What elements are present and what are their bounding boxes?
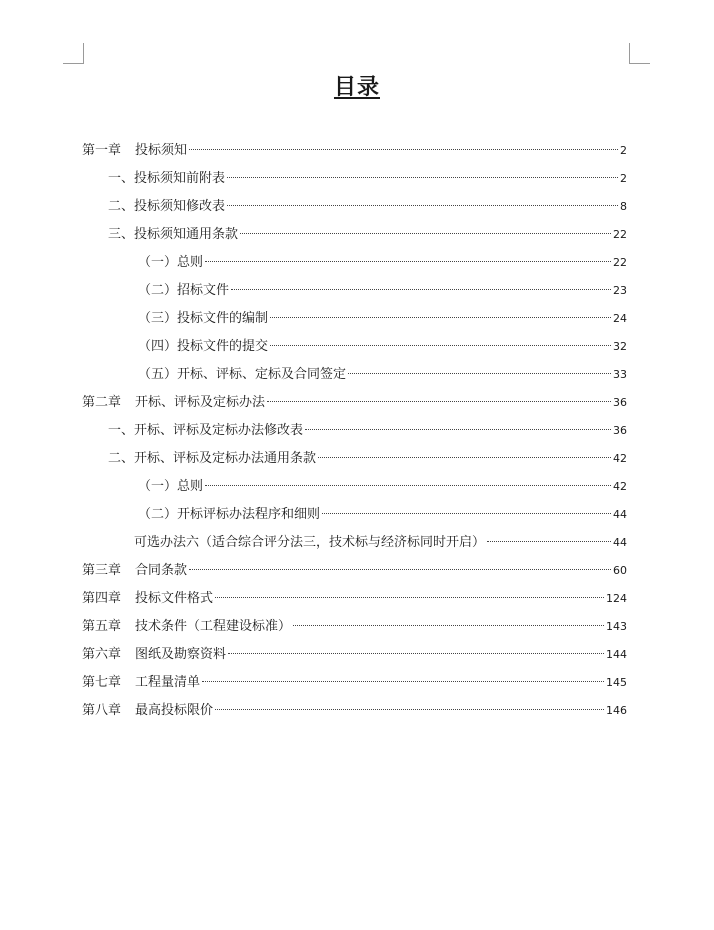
toc-entry-text: （一）总则 [138, 479, 204, 494]
toc-page-number: 32 [613, 340, 627, 353]
toc-entry-label [82, 137, 187, 165]
toc-entry-label [108, 445, 316, 473]
toc-chapter-number: 第六章 [82, 647, 122, 662]
toc-entry[interactable] [82, 165, 627, 193]
toc-chapter-number: 第七章 [82, 675, 122, 690]
toc-entry-text: 投标须知 [135, 143, 188, 158]
toc-dot-leader [322, 513, 611, 514]
toc-dot-leader [202, 681, 604, 682]
toc-page-number: 36 [613, 424, 627, 437]
toc-heading-text: 目录 [333, 75, 380, 100]
table-of-contents [82, 137, 627, 725]
toc-chapter-number: 第三章 [82, 563, 122, 578]
toc-page-number: 2 [620, 144, 627, 157]
toc-entry-text: 二、开标、评标及定标办法通用条款 [108, 451, 317, 466]
toc-entry[interactable] [82, 557, 627, 585]
toc-dot-leader [215, 597, 604, 598]
toc-entry-text: 可选办法六（适合综合评分法三，技术标与经济标同时开启） [134, 535, 486, 550]
toc-entry-label [108, 221, 238, 249]
toc-entry-label [82, 557, 187, 585]
toc-page-number: 42 [613, 480, 627, 493]
toc-page-number: 23 [613, 284, 627, 297]
toc-entry-label [108, 193, 225, 221]
toc-entry-label [82, 389, 265, 417]
toc-dot-leader [348, 373, 611, 374]
toc-chapter-number: 第二章 [82, 395, 122, 410]
toc-entry-text: 图纸及勘察资料 [135, 647, 227, 662]
toc-page-number: 22 [613, 256, 627, 269]
toc-dot-leader [267, 401, 611, 402]
toc-entry-text: 技术条件（工程建设标准） [135, 619, 292, 634]
toc-dot-leader [231, 289, 611, 290]
toc-page-number: 44 [613, 508, 627, 521]
toc-page-number: 42 [613, 452, 627, 465]
toc-entry-text: （五）开标、评标、定标及合同签定 [138, 367, 347, 382]
toc-chapter-number: 第五章 [82, 619, 122, 634]
toc-entry[interactable] [82, 585, 627, 613]
toc-entry-label [138, 249, 203, 277]
toc-entry-text: 二、投标须知修改表 [108, 199, 226, 214]
toc-dot-leader [240, 233, 611, 234]
toc-dot-leader [189, 149, 618, 150]
crop-mark-top-right [629, 43, 650, 64]
toc-dot-leader [227, 205, 618, 206]
toc-entry-text: 开标、评标及定标办法 [135, 395, 266, 410]
toc-entry-label [82, 669, 200, 697]
toc-heading [0, 70, 714, 101]
toc-entry[interactable] [82, 529, 627, 557]
toc-dot-leader [293, 625, 604, 626]
toc-chapter-number: 第一章 [82, 143, 122, 158]
toc-dot-leader [227, 177, 618, 178]
toc-entry-text: （一）总则 [138, 255, 204, 270]
toc-entry-text: （三）投标文件的编制 [138, 311, 269, 326]
toc-entry[interactable] [82, 277, 627, 305]
toc-entry-label [138, 333, 268, 361]
toc-page-number: 36 [613, 396, 627, 409]
toc-dot-leader [270, 345, 611, 346]
crop-mark-top-left [63, 43, 84, 64]
toc-dot-leader [318, 457, 611, 458]
toc-entry-label [138, 361, 346, 389]
toc-entry-label [108, 417, 303, 445]
toc-dot-leader [228, 653, 604, 654]
toc-entry[interactable] [82, 501, 627, 529]
toc-page-number: 124 [606, 592, 627, 605]
toc-entry[interactable] [82, 361, 627, 389]
toc-entry-text: （二）招标文件 [138, 283, 230, 298]
toc-entry-text: 最高投标限价 [135, 703, 214, 718]
toc-entry-label [138, 277, 229, 305]
toc-entry-label [138, 501, 320, 529]
toc-entry-label [82, 641, 226, 669]
toc-entry-text: 投标文件格式 [135, 591, 214, 606]
toc-entry[interactable] [82, 249, 627, 277]
toc-entry-text: 三、投标须知通用条款 [108, 227, 239, 242]
toc-entry-label [82, 697, 213, 725]
toc-entry-text: 合同条款 [135, 563, 188, 578]
toc-page-number: 145 [606, 676, 627, 689]
toc-entry[interactable] [82, 305, 627, 333]
toc-entry[interactable] [82, 669, 627, 697]
toc-entry[interactable] [82, 613, 627, 641]
toc-dot-leader [270, 317, 611, 318]
toc-entry-text: 工程量清单 [135, 675, 201, 690]
toc-entry-text: （二）开标评标办法程序和细则 [138, 507, 321, 522]
toc-entry-label [82, 585, 213, 613]
toc-entry[interactable] [82, 389, 627, 417]
toc-page-number: 8 [620, 200, 627, 213]
toc-page-number: 143 [606, 620, 627, 633]
toc-page-number: 33 [613, 368, 627, 381]
toc-entry-label [108, 165, 225, 193]
toc-entry[interactable] [82, 445, 627, 473]
toc-entry[interactable] [82, 417, 627, 445]
toc-page-number: 22 [613, 228, 627, 241]
toc-dot-leader [305, 429, 611, 430]
toc-entry-label [138, 473, 203, 501]
toc-page-number: 44 [613, 536, 627, 549]
toc-page-number: 146 [606, 704, 627, 717]
toc-entry[interactable] [82, 641, 627, 669]
toc-entry-text: （四）投标文件的提交 [138, 339, 269, 354]
toc-page-number: 24 [613, 312, 627, 325]
toc-page-number: 60 [613, 564, 627, 577]
toc-dot-leader [205, 261, 611, 262]
toc-entry[interactable] [82, 221, 627, 249]
toc-entry[interactable] [82, 137, 627, 165]
toc-entry-text: 一、开标、评标及定标办法修改表 [108, 423, 304, 438]
toc-dot-leader [205, 485, 611, 486]
toc-page-number: 144 [606, 648, 627, 661]
toc-entry-label [134, 529, 485, 557]
toc-entry[interactable] [82, 193, 627, 221]
toc-entry[interactable] [82, 333, 627, 361]
toc-page-number: 2 [620, 172, 627, 185]
toc-dot-leader [487, 541, 611, 542]
toc-entry-label [138, 305, 268, 333]
toc-chapter-number: 第四章 [82, 591, 122, 606]
toc-dot-leader [215, 709, 604, 710]
toc-dot-leader [189, 569, 611, 570]
toc-entry[interactable] [82, 473, 627, 501]
toc-entry-text: 一、投标须知前附表 [108, 171, 226, 186]
toc-entry-label [82, 613, 291, 641]
toc-chapter-number: 第八章 [82, 703, 122, 718]
toc-entry[interactable] [82, 697, 627, 725]
